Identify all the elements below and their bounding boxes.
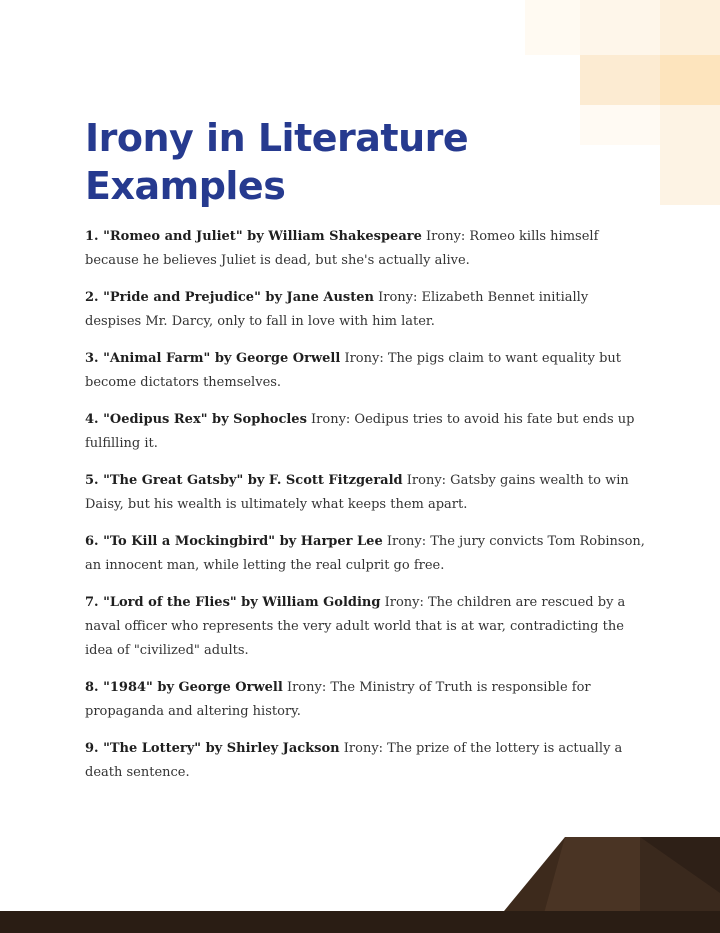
- list-item: [85, 286, 645, 334]
- item-heading: 5. "The Great Gatsby" by F. Scott Fitzgerald: [85, 473, 403, 488]
- list-item: [85, 408, 645, 456]
- item-text: Irony: The jury convicts Tom Robinson, an innocent man, while letting the real culprit go free.: [85, 534, 645, 573]
- item-text: Irony: The pigs claim to want equality but become dictators themselves.: [85, 351, 621, 390]
- item-heading: 6. "To Kill a Mockingbird" by Harper Lee: [85, 534, 383, 549]
- item-heading: 9. "The Lottery" by Shirley Jackson: [85, 741, 340, 756]
- item-heading: 4. "Oedipus Rex" by Sophocles: [85, 412, 307, 427]
- list-item: [85, 347, 645, 395]
- item-heading: 3. "Animal Farm" by George Orwell: [85, 351, 341, 366]
- item-text: Irony: The children are rescued by a naval officer who represents the very adult world that is at war, contradicting the idea of "civilized" adults.: [85, 595, 626, 658]
- list-item: [85, 737, 645, 785]
- examples-list: [85, 225, 645, 798]
- item-text: Irony: Elizabeth Bennet initially despises Mr. Darcy, only to fall in love with him later.: [85, 290, 589, 329]
- page-title: Irony in Literature Examples: [85, 116, 469, 208]
- footer-decoration: [0, 833, 720, 933]
- list-item: [85, 469, 645, 517]
- item-text: Irony: Romeo kills himself because he believes Juliet is dead, but she's actually alive.: [85, 229, 599, 268]
- item-text: Irony: The prize of the lottery is actually a death sentence.: [85, 741, 623, 780]
- item-text: Irony: Gatsby gains wealth to win Daisy, but his wealth is ultimately what keeps them apart.: [85, 473, 629, 512]
- item-heading: 2. "Pride and Prejudice" by Jane Austen: [85, 290, 374, 305]
- item-heading: 8. "1984" by George Orwell: [85, 680, 283, 695]
- list-item: [85, 225, 645, 273]
- list-item: [85, 676, 645, 724]
- item-text: Irony: The Ministry of Truth is responsible for propaganda and altering history.: [85, 680, 591, 719]
- list-item: [85, 591, 645, 663]
- item-heading: 7. "Lord of the Flies" by William Golding: [85, 595, 381, 610]
- item-heading: 1. "Romeo and Juliet" by William Shakespeare: [85, 229, 422, 244]
- item-text: Irony: Oedipus tries to avoid his fate but ends up fulfilling it.: [85, 412, 635, 451]
- list-item: [85, 530, 645, 578]
